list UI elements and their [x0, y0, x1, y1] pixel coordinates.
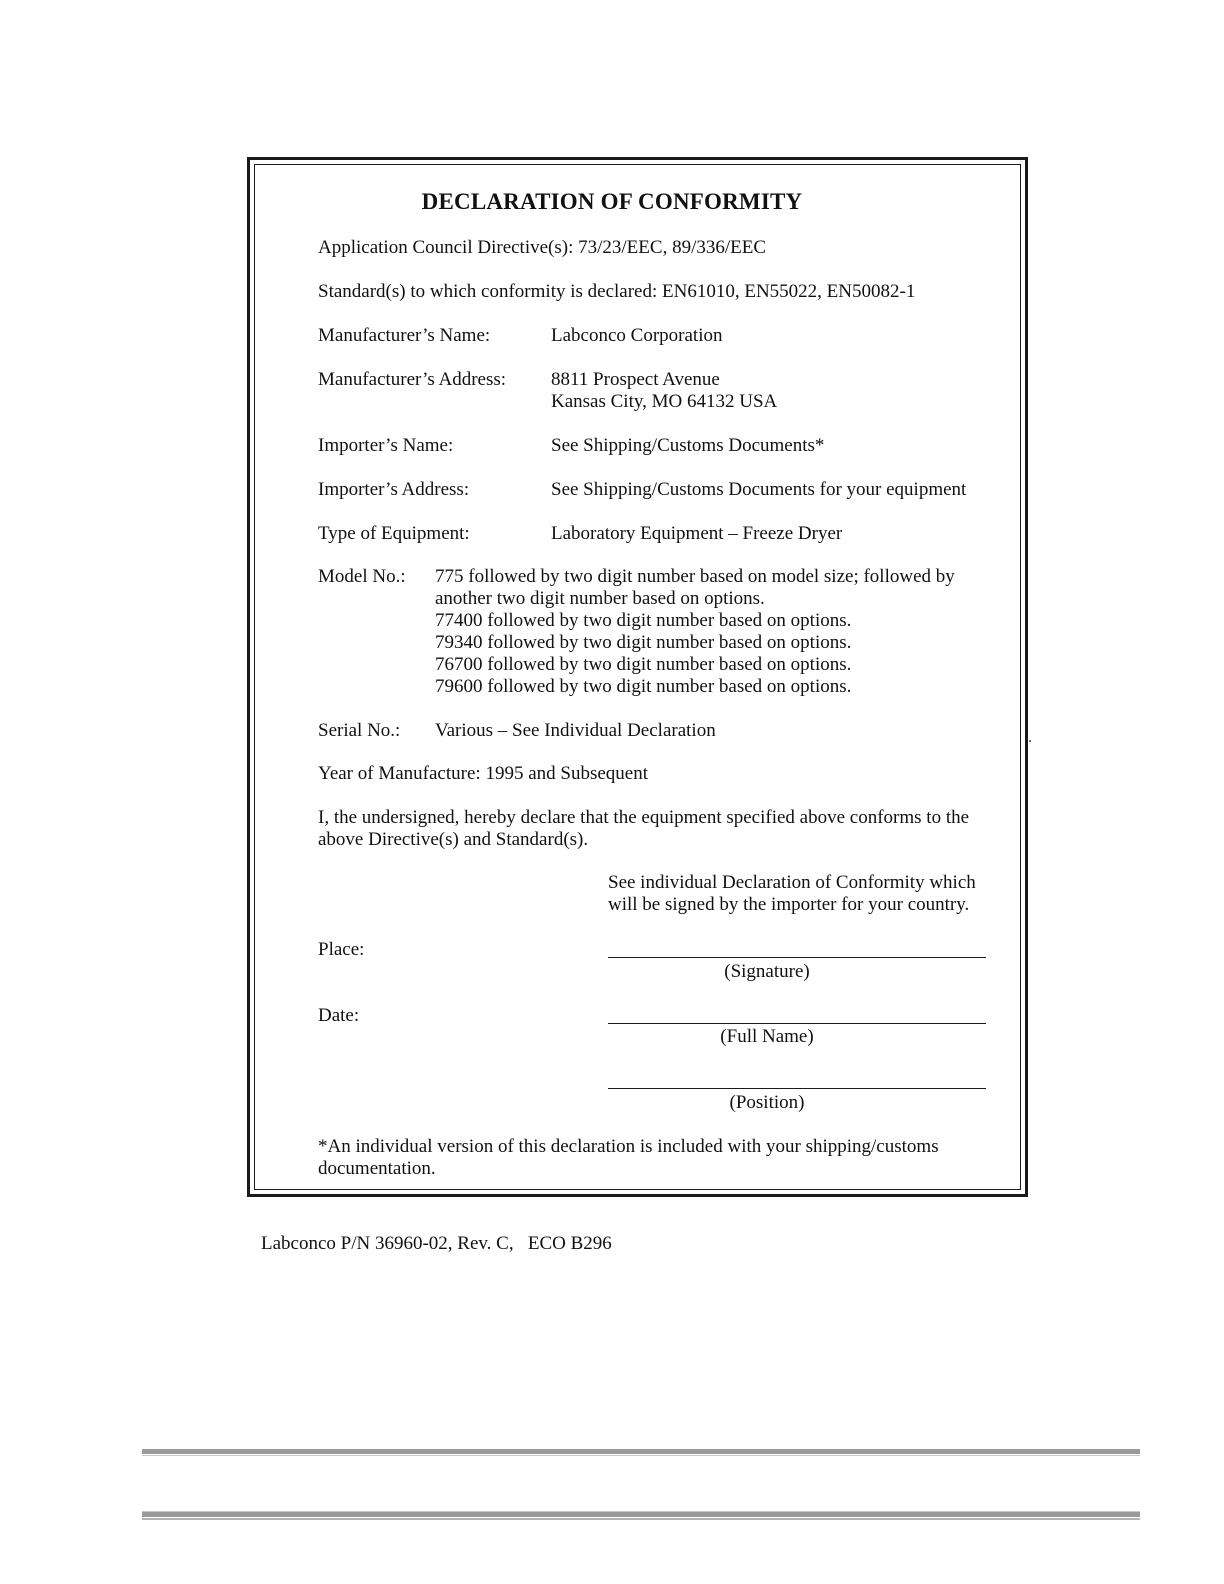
serial-number-label: Serial No.: [318, 720, 401, 741]
model-number-list [435, 566, 955, 698]
footer-rule-top [142, 1449, 1140, 1456]
model-number-line: 79600 followed by two digit number based on options. [435, 676, 852, 697]
individual-declaration-note-line-2: will be signed by the importer for your country. [608, 894, 970, 915]
position-caption: (Position) [729, 1092, 805, 1113]
importer-name-value: See Shipping/Customs Documents* [551, 435, 825, 456]
importer-name-label: Importer’s Name: [318, 435, 454, 456]
full-name-line [608, 1023, 986, 1024]
footnote-line-1: *An individual version of this declaration is included with your shipping/customs [318, 1136, 939, 1157]
date-label: Date: [318, 1005, 360, 1026]
equipment-type-value: Laboratory Equipment – Freeze Dryer [551, 523, 843, 544]
manufacturer-name-value: Labconco Corporation [551, 325, 723, 346]
model-number-line: 79340 followed by two digit number based on options. [435, 632, 852, 653]
importer-address-value: See Shipping/Customs Documents for your equipment [551, 479, 967, 500]
manufacturer-address-line-2: Kansas City, MO 64132 USA [551, 391, 778, 412]
year-of-manufacture [318, 763, 648, 785]
signature-caption: (Signature) [724, 961, 810, 982]
equipment-type-label: Type of Equipment: [318, 523, 470, 544]
manufacturer-name-label: Manufacturer’s Name: [318, 325, 491, 346]
model-number-line: 76700 followed by two digit number based on options. [435, 654, 852, 675]
serial-number-value: Various – See Individual Declaration [435, 720, 716, 741]
part-number: Labconco P/N 36960-02, Rev. C, ECO B296 [261, 1233, 612, 1254]
council-directives: Application Council Directive(s): 73/23/EEC, 89/336/EEC [318, 237, 767, 258]
place-label: Place: [318, 939, 365, 960]
conformity-standards: Standard(s) to which conformity is declared: EN61010, EN55022, EN50082-1 [318, 281, 916, 302]
signature-line [608, 957, 986, 958]
document-title: DECLARATION OF CONFORMITY [421, 189, 803, 214]
declaration-statement-line-2: above Directive(s) and Standard(s). [318, 829, 589, 850]
year-of-manufacture-value: 1995 and Subsequent [485, 763, 648, 784]
full-name-caption: (Full Name) [720, 1026, 814, 1047]
year-of-manufacture-label: Year of Manufacture: [318, 763, 481, 784]
manufacturer-address-line-1: 8811 Prospect Avenue [551, 369, 720, 390]
footer-rule-bottom [142, 1510, 1140, 1520]
scan-speck [1029, 740, 1031, 742]
model-number-line: 77400 followed by two digit number based on options. [435, 610, 852, 631]
model-number-label: Model No.: [318, 566, 406, 587]
footnote-line-2: documentation. [318, 1158, 436, 1179]
position-line [608, 1088, 986, 1089]
importer-address-label: Importer’s Address: [318, 479, 470, 500]
manufacturer-address-label: Manufacturer’s Address: [318, 369, 507, 390]
model-number-line: another two digit number based on options. [435, 588, 765, 609]
declaration-statement-line-1: I, the undersigned, hereby declare that the equipment specified above conforms to the [318, 807, 970, 828]
model-number-line: 775 followed by two digit number based on model size; followed by [435, 566, 955, 587]
individual-declaration-note-line-1: See individual Declaration of Conformity which [608, 872, 976, 893]
